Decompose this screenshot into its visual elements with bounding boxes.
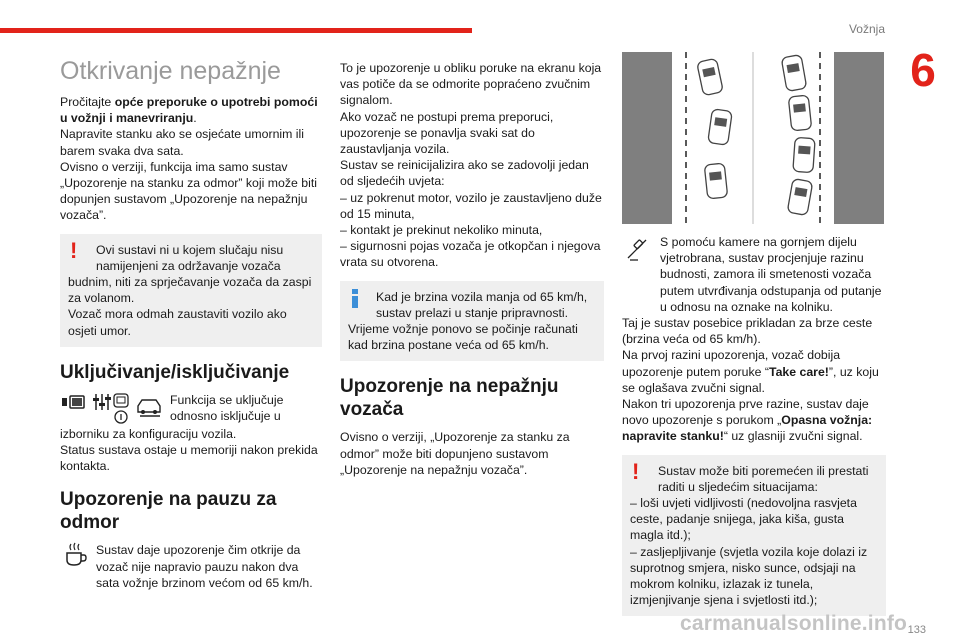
page-number: 133 (907, 624, 926, 636)
intro-pre: Pročitajte (60, 95, 115, 109)
list-item: – uz pokrenut motor, vozilo je zaustavljeno duže od 15 minuta, (340, 190, 602, 221)
warning-text: Ovi sustavi ni u kojem slučaju nisu namijenjeni za održavanje vozača (96, 242, 284, 273)
road-illustration (622, 52, 884, 224)
info-text: Kad je brzina vozila manja od 65 km/h, sustav prelazi u stanje pripravnosti. (376, 289, 588, 320)
pause-row (60, 542, 322, 591)
heading-pause: Upozorenje na pauzu za odmor (60, 489, 277, 534)
heading-on-off: Uključivanje/isključivanje (60, 361, 290, 383)
info-icon (350, 289, 360, 307)
chapter-number: 6 (910, 44, 936, 96)
paragraph: Ovisno o verziji, funkcija ima samo sustav „Upozorenje na stanku za odmor” koji može biti dopunjen sustavom „Upozorenje na nepažnju vozača”. (60, 159, 317, 223)
warning-text: Vozač mora odmah zaustaviti vozilo ako osjeti umor. (68, 307, 287, 338)
watermark: carmanualsonline.info (680, 612, 908, 635)
intro-post: . (193, 111, 197, 126)
warning-box (60, 234, 322, 347)
level2-pre: Nakon tri upozorenja prve razine, sustav daje novo upozorenje s porukom „ (622, 397, 869, 428)
warning-text: Sustav može biti poremećen ili prestati raditi u sljedećim situacijama: (658, 463, 869, 494)
column-middle (340, 60, 604, 478)
paragraph: Status sustava ostaje u memoriji nakon prekida kontakta. (60, 443, 318, 474)
control-icons (60, 392, 164, 426)
list-item: – zasljepljivanje (svjetla vozila koje dolazi iz suprotnog smjera, nisko sunce, odsjaji na mokrom kolniku, izlazak iz tunela, izmjenjivanje sjena i svjetlosti itd.); (630, 544, 868, 608)
level2-message: Opasna vožnja: napravite stanku! (622, 413, 873, 444)
paragraph: Napravite stanku ako se osjećate umornim ili barem svaka dva sata. (60, 127, 304, 158)
paragraph (622, 396, 886, 445)
pause-text: Sustav daje upozorenje čim otkrije da vozač nije napravio pauzu nakon dva sata vožnje brzinom većom od 65 km/h. (96, 543, 313, 590)
level1-pre: Na prvoj razini upozorenja, vozač dobija upozorenje putem poruke “ (622, 348, 841, 379)
level1-post: ”, uz koju se oglašava zvučni signal. (622, 364, 879, 395)
level1-message: Take care! (768, 364, 829, 379)
camera-icon (624, 236, 652, 262)
column-left (60, 56, 322, 591)
paragraph: Taj je sustav posebice prikladan za brze ceste (brzina veća od 65 km/h). (622, 316, 873, 347)
on-off-row (60, 392, 322, 426)
paragraph: To je upozorenje u obliku poruke na ekranu koja vas potiče da se odmorite popraćeno zvučnim signalom. (340, 61, 602, 108)
column-right (622, 52, 886, 626)
list-item: – kontakt je prekinut nekoliko minuta, (340, 223, 543, 238)
level2-post: “ uz glasniji zvučni signal. (723, 429, 863, 444)
section-label: Vožnja (848, 22, 885, 36)
lane-departure-illustration (622, 52, 884, 224)
camera-text: S pomoću kamere na gornjem dijelu vjetrobrana, sustav procjenjuje razinu budnosti, zamora ili smetenosti vozača putem utvrđivanja odstupanja od putanje u odnosu na oznake na kolniku. (660, 235, 882, 314)
warning-exclamation-icon: ! (632, 458, 640, 484)
page-title: Otkrivanje nepažnje (60, 57, 281, 85)
paragraph: Sustav se reinicijalizira ako se zadovolji jedan od sljedećih uvjeta: (340, 158, 589, 189)
list-item: – sigurnosni pojas vozača je otkopčan i njegova vrata su otvorena. (340, 239, 601, 270)
warning-box (622, 455, 886, 617)
on-off-lead-text: Funkcija se uključuje odnosno isključuje u (170, 392, 284, 424)
coffee-cup-icon (62, 542, 88, 568)
list-item: – loši uvjeti vidljivosti (nedovoljna rasvjeta ceste, padanje snijega, jaka kiša, gusta magla itd.); (630, 496, 857, 543)
info-text: Vrijeme vožnje ponovo se počinje računati kad brzina postane veća od 65 km/h. (348, 322, 578, 353)
heading-attention: Upozorenje na nepažnju vozača (340, 376, 559, 421)
camera-row (622, 234, 886, 315)
intro-paragraph (60, 94, 322, 126)
warning-exclamation-icon: ! (70, 237, 78, 263)
top-accent-bar (0, 28, 472, 33)
steering-wheel-controls-icon (60, 392, 164, 426)
info-box (340, 281, 604, 362)
paragraph: izborniku za konfiguraciju vozila. (60, 426, 237, 441)
paragraph (622, 347, 886, 396)
intro-bold: opće preporuke o upotrebi pomoći u vožnji i manevriranju (60, 95, 318, 126)
warning-text: budnim, niti za sprječavanje vozača da zaspi za volanom. (68, 275, 312, 306)
paragraph: Ovisno o verziji, „Upozorenje za stanku za odmor” može biti dopunjeno sustavom „Upozorenje na nepažnju vozača”. (340, 430, 570, 477)
paragraph: Ako vozač ne postupi prema preporuci, upozorenje se ponavlja svaki sat do zaustavljanja vozila. (340, 109, 554, 157)
